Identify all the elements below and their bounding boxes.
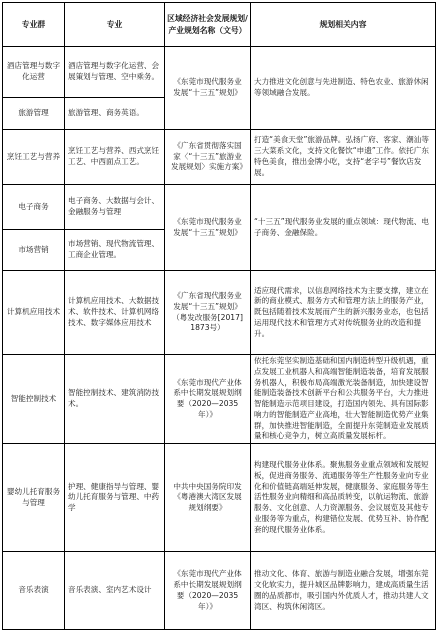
table-row [3,130,436,185]
plan-cell: 《东莞市现代产业体系中长期发展规划纲要（2020—2035年）》 [165,552,251,630]
major-cell: 计算机应用技术、大数据技术、软件技术、计算机网络技术、数字媒体应用技术 [65,271,165,355]
group-cell: 旅游管理 [3,98,65,130]
major-cell: 烹饪工艺与营养、西式烹饪工艺、中西面点工艺。 [65,130,165,185]
group-cell: 市场营销 [3,230,65,271]
plan-cell: 《广东省现代服务业发展“十三五”规划》（粤发改服务[2017]1873号） [165,271,251,355]
plan-cell: 《广东省贯彻落实国家〈“十三五”旅游业发展规划〉实施方案》 [165,130,251,185]
planning-table [2,2,436,630]
table-row [3,271,436,355]
group-cell: 智能控制技术 [3,355,65,444]
plan-cell: 《东莞市现代服务业发展“十三五”规划》 [165,47,251,130]
content-cell: 适应现代需求，以信息网络技术为主要支撑，建立在新的商业模式、服务方式和管理方法上的服务产业，既包括随着技术发展而产生的新兴服务业态，也包括运用现代技术和管理方式对传统服务业的改造和提升。 [251,271,436,355]
content-cell: 推动文化、体育、旅游与制造业融合发展，增强东莞文化软实力，提升城区品牌影响力，建成高质量生活圈的品质都市，吸引国内外优质人才，推动共建人文湾区、构筑休闲湾区。 [251,552,436,630]
header-group: 专业群 [3,3,65,47]
major-cell: 智能控制技术、建筑消防技术。 [65,355,165,444]
table-row [3,355,436,444]
header-row [3,3,436,47]
plan-cell: 《东莞市现代产业体系中长期发展规划纲要（2020—2035年）》 [165,355,251,444]
major-cell: 音乐表演、室内艺术设计 [65,552,165,630]
major-cell: 护理、健康指导与管理、婴幼儿托育服务与管理、中药学 [65,444,165,552]
content-cell: 打造“美食天堂”旅游品牌。弘扬广府、客家、潮汕等三大菜系文化，支持文化餐饮“申遗”工作。依托广东特色美食，推出金牌小吃，支持“老字号”餐饮店发展。 [251,130,436,185]
group-cell: 烹饪工艺与营养 [3,130,65,185]
table-row [3,47,436,98]
header-content: 规划相关内容 [251,3,436,47]
group-cell: 计算机应用技术 [3,271,65,355]
major-cell: 酒店管理与数字化运营、会展策划与管理、空中乘务。 [65,47,165,98]
plan-cell: 《东莞市现代服务业发展“十三五”规划》 [165,185,251,271]
group-cell: 婴幼儿托育服务与管理 [3,444,65,552]
plan-cell: 中共中央国务院印发《粤港澳大湾区发展规划纲要》 [165,444,251,552]
table-row [3,552,436,630]
major-cell: 旅游管理、商务英语。 [65,98,165,130]
group-cell: 电子商务 [3,185,65,230]
table-row [3,185,436,230]
group-cell: 酒店管理与数字化运营 [3,47,65,98]
content-cell: “十三五”现代服务业发展的重点领域：现代物流、电子商务、金融保险。 [251,185,436,271]
content-cell: 构建现代服务业体系。聚焦服务业重点领域和发展短板，促进商务服务、流通服务等生产性服务业向专业化和价值链高端延伸发展，健康服务、家庭服务等生活性服务业向精细和高品质转变，以航运物流、旅游服务、文化创意、人力资源服务、会议展览及其他专业服务等为重点，构建错位发展、优势互补、协作配套的现代服务业体系。 [251,444,436,552]
major-cell: 市场营销、现代物流管理、工商企业管理。 [65,230,165,271]
content-cell: 大力推进文化创意与先进制造、特色农业、旅游休闲等领域融合发展。 [251,47,436,130]
table-row [3,444,436,552]
header-plan: 区域经济社会发展规划/产业规划名称（文号） [165,3,251,47]
major-cell: 电子商务、大数据与会计、金融服务与管理 [65,185,165,230]
group-cell: 音乐表演 [3,552,65,630]
content-cell: 依托东莞坚实制造基础和国内制造转型升级机遇，重点发展工业机器人和高端智能制造装备，培育发展服务机器人，积极布局高端激光装备制造，加快建设智能制造装备技术创新平台和公共服务平台，大力推进智能制造示范项目建设，打造国内领先、具有国际影响力的智能制造产业高地，壮大智能制造优势产业集群，加快推进智能制造，全面提升东莞制造业发展质量和核心竞争力，树立高质量发展标杆。 [251,355,436,444]
header-major: 专业 [65,3,165,47]
